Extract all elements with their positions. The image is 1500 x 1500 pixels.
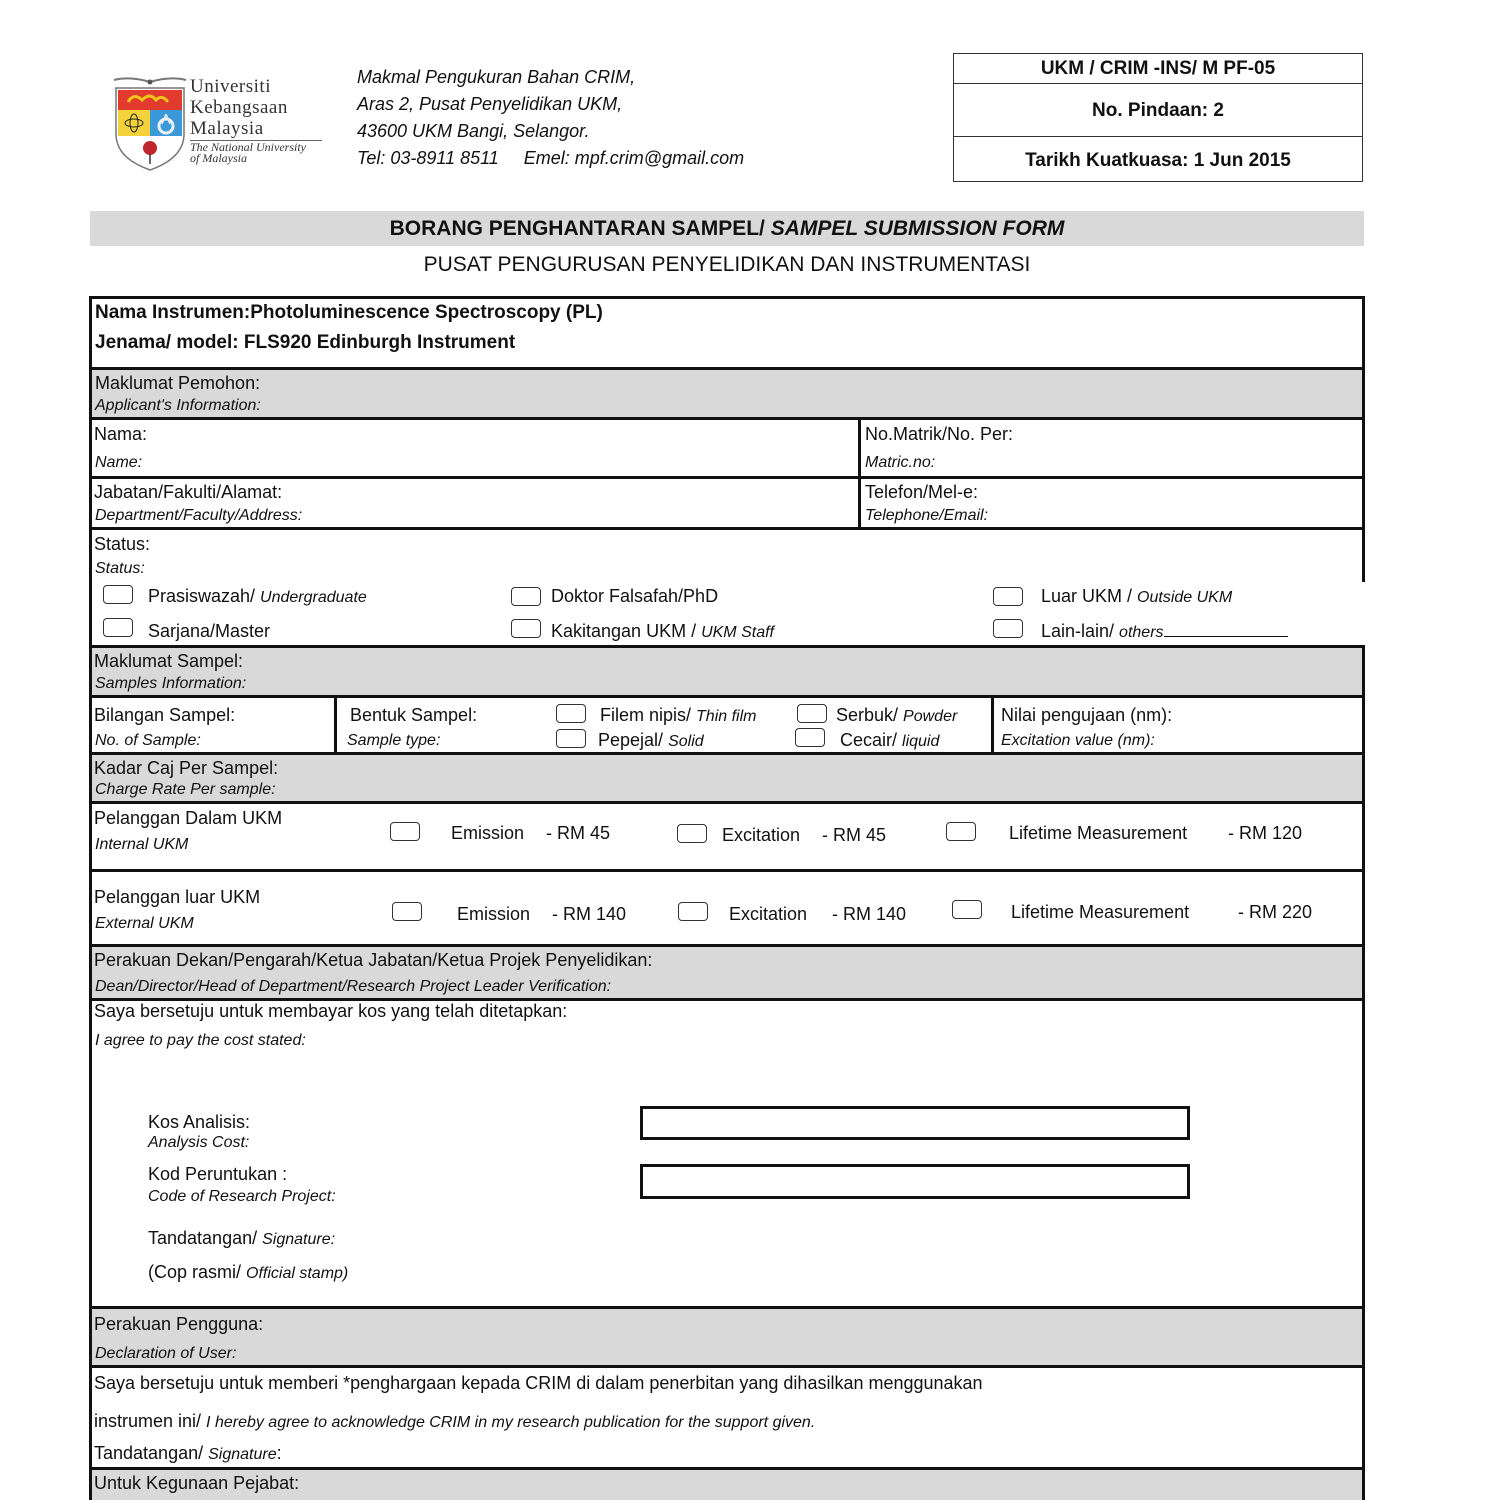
others-specify-field[interactable] (1164, 621, 1288, 637)
status-master-checkbox[interactable] (103, 618, 133, 637)
row-divider (89, 1365, 1365, 1368)
charge-section-band (92, 754, 1362, 802)
row-divider (89, 752, 1365, 755)
matric-field[interactable] (1050, 420, 1355, 474)
project-code-label: Kod Peruntukan : (148, 1164, 288, 1184)
address-contact: Tel: 03-8911 8511 Emel: mpf.crim@gmail.com (357, 148, 745, 168)
university-name-line2: Kebangsaan (190, 97, 288, 118)
charge-section-subtitle: Charge Rate Per sample: (95, 781, 276, 798)
sample-section-band (92, 647, 1362, 696)
phone-label: Telefon/Mel-e: (865, 482, 979, 502)
project-code-input[interactable] (640, 1164, 1190, 1199)
phone-field[interactable] (1010, 479, 1355, 525)
row-divider (89, 367, 1365, 370)
user-signature-label: Tandatangan/ Signature: (94, 1443, 282, 1463)
internal-excitation-checkbox[interactable] (677, 824, 707, 843)
excitation-value-field[interactable] (1200, 698, 1358, 750)
instrument-name: Nama Instrumen:Photoluminescence Spectroscopy (PL) (95, 302, 603, 323)
status-outside-ukm-checkbox[interactable] (993, 587, 1023, 606)
declaration-section-title: Perakuan Pengguna: (94, 1314, 264, 1334)
phone-label-en: Telephone/Email: (865, 507, 989, 524)
acknowledge-text-line1: Saya bersetuju untuk memberi *penghargaan kepada CRIM di dalam penerbitan yang dihasilkan menggunakan (94, 1373, 983, 1393)
document-code: UKM / CRIM -INS/ M PF-05 (954, 54, 1362, 84)
internal-excitation-label: Excitation (722, 825, 801, 845)
external-lifetime-price: - RM 220 (1238, 902, 1313, 922)
external-emission-checkbox[interactable] (392, 902, 422, 921)
agree-pay-text: Saya bersetuju untuk membayar kos yang telah ditetapkan: (94, 1001, 568, 1021)
column-divider (991, 695, 994, 753)
applicant-section-title: Maklumat Pemohon: (95, 373, 261, 393)
status-phd-checkbox[interactable] (511, 587, 541, 606)
external-excitation-label: Excitation (729, 904, 808, 924)
status-others-label: Lain-lain/ others (1041, 620, 1288, 644)
sample-powder-checkbox[interactable] (797, 704, 827, 723)
sample-solid-checkbox[interactable] (556, 729, 586, 748)
external-lifetime-label: Lifetime Measurement (1011, 902, 1190, 922)
ukm-crest-icon (110, 76, 190, 172)
sample-liquid-checkbox[interactable] (795, 728, 825, 747)
row-divider (89, 1467, 1365, 1470)
status-label-en: Status: (95, 560, 145, 577)
internal-lifetime-checkbox[interactable] (946, 822, 976, 841)
row-divider (89, 944, 1365, 947)
charge-section-title: Kadar Caj Per Sampel: (94, 758, 279, 778)
status-outside-ukm-label: Luar UKM / Outside UKM (1041, 586, 1233, 606)
university-tagline-line1: The National University (190, 140, 306, 154)
status-master-label: Sarjana/Master (148, 621, 271, 641)
column-divider (334, 695, 337, 753)
sample-count-label: Bilangan Sampel: (94, 705, 236, 725)
column-divider (858, 417, 861, 528)
official-stamp-label: (Cop rasmi/ Official stamp) (148, 1262, 349, 1282)
internal-lifetime-price: - RM 120 (1228, 823, 1303, 843)
border-gap (1362, 582, 1370, 645)
internal-customer-label-en: Internal UKM (95, 836, 189, 853)
form-title-ms: BORANG PENGHANTARAN SAMPEL/ (389, 217, 771, 240)
name-label: Nama: (94, 424, 148, 444)
department-label-en: Department/Faculty/Address: (95, 507, 303, 524)
sample-powder-label: Serbuk/ Powder (836, 705, 958, 725)
name-field[interactable] (260, 420, 850, 474)
sample-type-label: Bentuk Sampel: (350, 705, 478, 725)
status-phd-label: Doktor Falsafah/PhD (551, 586, 719, 606)
row-divider (89, 869, 1365, 872)
internal-emission-price: - RM 45 (546, 823, 611, 843)
verification-section-title: Perakuan Dekan/Pengarah/Ketua Jabatan/Ketua Projek Penyelidikan: (94, 950, 653, 970)
status-staff-label: Kakitangan UKM / UKM Staff (551, 621, 774, 641)
department-label: Jabatan/Fakulti/Alamat: (94, 482, 283, 502)
internal-excitation-price: - RM 45 (822, 825, 887, 845)
project-code-label-en: Code of Research Project: (148, 1188, 336, 1205)
acknowledge-text-line2: instrumen ini/ I hereby agree to acknowledge CRIM in my research publication for the support given. (94, 1411, 816, 1431)
external-customer-label: Pelanggan luar UKM (94, 887, 261, 907)
excitation-value-label-en: Excitation value (nm): (1001, 732, 1155, 749)
university-wordmark (190, 76, 322, 164)
analysis-cost-input[interactable] (640, 1106, 1190, 1140)
row-divider (89, 1306, 1365, 1309)
external-customer-label-en: External UKM (95, 915, 194, 932)
university-name-line3: Malaysia (190, 118, 264, 139)
user-signature-field[interactable] (320, 1438, 920, 1466)
form-subtitle: PUSAT PENGURUSAN PENYELIDIKAN DAN INSTRUMENTASI (423, 253, 1031, 276)
sample-count-field[interactable] (250, 698, 330, 750)
row-divider (89, 296, 1365, 299)
lab-address (357, 64, 744, 172)
status-staff-checkbox[interactable] (511, 619, 541, 638)
verifier-signature-label: Tandatangan/ Signature: (148, 1228, 336, 1248)
applicant-section-band (92, 369, 1362, 418)
department-field[interactable] (340, 479, 850, 525)
matric-label: No.Matrik/No. Per: (865, 424, 1014, 444)
sample-liquid-label: Cecair/ liquid (840, 730, 940, 750)
analysis-cost-label-en: Analysis Cost: (148, 1134, 250, 1151)
declaration-section-subtitle: Declaration of User: (95, 1345, 237, 1362)
verifier-signature-field[interactable] (370, 1222, 870, 1252)
university-name-line1: Universiti (190, 76, 271, 97)
internal-emission-label: Emission (451, 823, 525, 843)
form-title (90, 211, 1364, 246)
declaration-section-band (92, 1309, 1362, 1366)
excitation-value-label: Nilai pengujaan (nm): (1001, 705, 1173, 725)
status-label: Status: (94, 534, 151, 554)
analysis-cost-label: Kos Analisis: (148, 1112, 251, 1132)
sample-count-label-en: No. of Sample: (95, 732, 201, 749)
form-title-en: SAMPEL SUBMISSION FORM (770, 217, 1065, 240)
revision-number: No. Pindaan: 2 (954, 84, 1362, 137)
external-emission-label: Emission (457, 904, 531, 924)
sample-thin-film-checkbox[interactable] (556, 704, 586, 723)
internal-emission-checkbox[interactable] (390, 822, 420, 841)
document-info-box (953, 53, 1363, 182)
external-emission-price: - RM 140 (552, 904, 627, 924)
row-divider (89, 527, 1365, 530)
row-divider (89, 801, 1365, 804)
sample-section-title: Maklumat Sampel: (94, 651, 244, 671)
external-excitation-checkbox[interactable] (678, 902, 708, 921)
sample-type-label-en: Sample type: (347, 732, 441, 749)
agree-pay-text-en: I agree to pay the cost stated: (95, 1032, 306, 1049)
sample-solid-label: Pepejal/ Solid (598, 730, 704, 750)
instrument-model: Jenama/ model: FLS920 Edinburgh Instrument (95, 332, 516, 353)
verification-section-subtitle: Dean/Director/Head of Department/Research Project Leader Verification: (95, 978, 612, 995)
address-line2: Aras 2, Pusat Penyelidikan UKM, (357, 94, 623, 114)
office-use-section-title: Untuk Kegunaan Pejabat: (94, 1473, 300, 1493)
address-line1: Makmal Pengukuran Bahan CRIM, (357, 67, 636, 87)
address-line3: 43600 UKM Bangi, Selangor. (357, 121, 590, 141)
name-label-en: Name: (95, 454, 143, 471)
internal-lifetime-label: Lifetime Measurement (1009, 823, 1188, 843)
status-undergraduate-checkbox[interactable] (103, 585, 133, 604)
status-undergraduate-label: Prasiswazah/ Undergraduate (148, 586, 367, 606)
internal-customer-label: Pelanggan Dalam UKM (94, 808, 283, 828)
row-divider (89, 645, 1365, 648)
sample-thin-film-label: Filem nipis/ Thin film (600, 705, 757, 725)
sample-section-subtitle: Samples Information: (95, 675, 247, 692)
university-tagline-line2: of Malaysia (190, 151, 247, 165)
effective-date: Tarikh Kuatkuasa: 1 Jun 2015 (1025, 150, 1291, 171)
status-others-checkbox[interactable] (993, 619, 1023, 638)
applicant-section-subtitle: Applicant's Information: (95, 397, 261, 414)
external-lifetime-checkbox[interactable] (952, 900, 982, 919)
external-excitation-price: - RM 140 (832, 904, 907, 924)
matric-label-en: Matric.no: (865, 454, 936, 471)
